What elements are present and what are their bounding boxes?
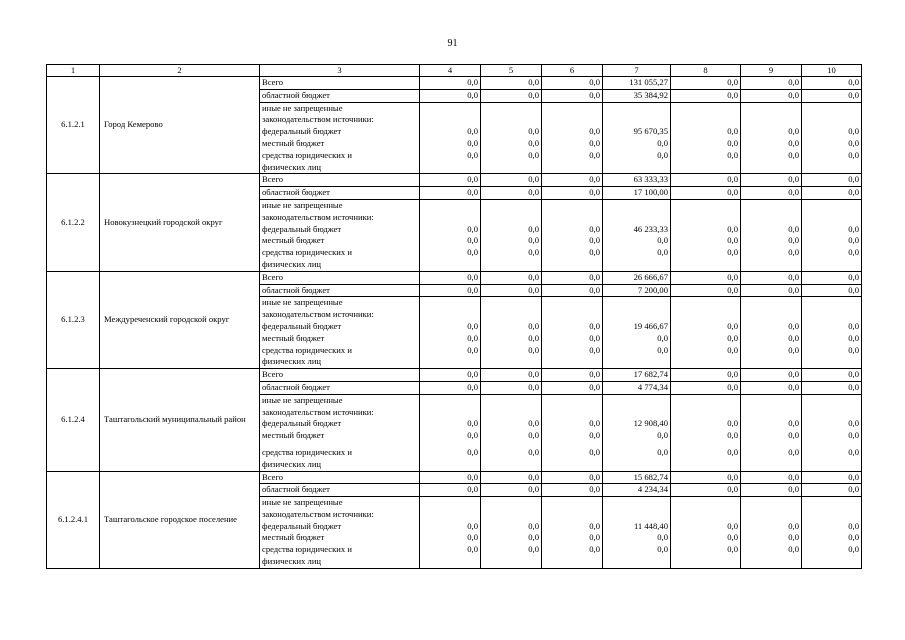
value-cell: 0,0 bbox=[589, 532, 600, 543]
value-cell: 0,0 bbox=[657, 235, 668, 246]
value-cell: 0,0 bbox=[528, 520, 539, 531]
value-cell: 0,0 bbox=[671, 471, 741, 484]
value-cell: 0,0 bbox=[542, 471, 603, 484]
value-cell: 0,0 bbox=[788, 446, 799, 457]
value-cell: 0,0 bbox=[741, 174, 802, 187]
value-cell: 0,0 bbox=[528, 430, 539, 441]
column-number: 4 bbox=[420, 65, 481, 77]
value-stack-cell bbox=[542, 297, 603, 369]
column-number: 6 bbox=[542, 65, 603, 77]
value-cell: 0,0 bbox=[741, 271, 802, 284]
source-label: законодательством источники: bbox=[262, 508, 374, 519]
source-label: иные не запрещенные bbox=[262, 199, 343, 210]
value-cell: 0,0 bbox=[727, 137, 738, 148]
value-cell: 0,0 bbox=[848, 149, 859, 160]
value-cell: 0,0 bbox=[467, 532, 478, 543]
value-cell: 0,0 bbox=[420, 471, 481, 484]
value-cell: 0,0 bbox=[741, 187, 802, 200]
source-label: Всего bbox=[260, 369, 420, 382]
value-cell: 0,0 bbox=[788, 137, 799, 148]
row-code: 6.1.2.3 bbox=[47, 271, 100, 368]
value-cell: 0,0 bbox=[848, 520, 859, 531]
value-cell: 0,0 bbox=[788, 126, 799, 137]
total-row bbox=[47, 77, 862, 90]
value-cell: 0,0 bbox=[542, 271, 603, 284]
row-code: 6.1.2.1 bbox=[47, 77, 100, 174]
value-cell: 0,0 bbox=[467, 149, 478, 160]
value-cell: 0,0 bbox=[802, 471, 862, 484]
source-label: Всего bbox=[260, 77, 420, 90]
value-cell: 0,0 bbox=[788, 149, 799, 160]
source-label: местный бюджет bbox=[262, 332, 325, 343]
source-label: федеральный бюджет bbox=[262, 418, 342, 429]
row-code: 6.1.2.4.1 bbox=[47, 471, 100, 568]
source-label: физических лиц bbox=[262, 556, 322, 567]
value-cell: 63 333,33 bbox=[603, 174, 671, 187]
value-cell: 0,0 bbox=[589, 430, 600, 441]
value-cell: 0,0 bbox=[848, 223, 859, 234]
value-cell: 0,0 bbox=[528, 544, 539, 555]
column-number-row bbox=[47, 65, 862, 77]
budget-table bbox=[46, 64, 862, 569]
value-cell: 0,0 bbox=[467, 344, 478, 355]
value-stack-cell bbox=[802, 497, 862, 569]
value-stack-cell bbox=[420, 199, 481, 271]
value-stack-cell bbox=[802, 102, 862, 174]
value-cell: 0,0 bbox=[467, 430, 478, 441]
value-cell: 0,0 bbox=[727, 544, 738, 555]
value-cell: 0,0 bbox=[788, 544, 799, 555]
value-stack-cell bbox=[802, 297, 862, 369]
row-code: 6.1.2.4 bbox=[47, 369, 100, 471]
value-stack-cell bbox=[542, 102, 603, 174]
value-cell: 0,0 bbox=[848, 332, 859, 343]
column-number: 2 bbox=[100, 65, 260, 77]
value-cell: 0,0 bbox=[802, 271, 862, 284]
value-cell: 0,0 bbox=[528, 247, 539, 258]
value-cell: 0,0 bbox=[727, 223, 738, 234]
value-cell: 0,0 bbox=[542, 484, 603, 497]
source-label: Всего bbox=[260, 471, 420, 484]
source-label: законодательством источники: bbox=[262, 406, 374, 417]
value-cell: 0,0 bbox=[589, 418, 600, 429]
column-number: 3 bbox=[260, 65, 420, 77]
source-label: областной бюджет bbox=[260, 381, 420, 394]
value-stack-cell bbox=[741, 297, 802, 369]
column-number: 5 bbox=[481, 65, 542, 77]
value-cell: 11 448,40 bbox=[633, 520, 668, 531]
value-cell: 0,0 bbox=[727, 247, 738, 258]
value-cell: 0,0 bbox=[657, 430, 668, 441]
column-number: 10 bbox=[802, 65, 862, 77]
value-cell: 0,0 bbox=[802, 284, 862, 297]
source-labels-cell bbox=[260, 199, 420, 271]
value-cell: 0,0 bbox=[671, 369, 741, 382]
value-stack-cell bbox=[542, 394, 603, 471]
value-cell: 0,0 bbox=[727, 430, 738, 441]
value-cell: 0,0 bbox=[788, 344, 799, 355]
value-cell: 0,0 bbox=[528, 235, 539, 246]
value-stack-cell bbox=[671, 199, 741, 271]
value-cell: 17 682,74 bbox=[603, 369, 671, 382]
source-label: физических лиц bbox=[262, 161, 322, 172]
value-cell: 0,0 bbox=[542, 284, 603, 297]
source-label: иные не запрещенные bbox=[262, 394, 343, 405]
source-label: местный бюджет bbox=[262, 532, 325, 543]
value-stack-cell bbox=[671, 394, 741, 471]
value-cell: 0,0 bbox=[542, 174, 603, 187]
value-cell: 0,0 bbox=[671, 381, 741, 394]
value-cell: 0,0 bbox=[420, 381, 481, 394]
value-cell: 0,0 bbox=[657, 446, 668, 457]
value-cell: 0,0 bbox=[802, 369, 862, 382]
column-number: 8 bbox=[671, 65, 741, 77]
value-cell: 46 233,33 bbox=[633, 223, 668, 234]
value-cell: 0,0 bbox=[467, 418, 478, 429]
value-cell: 0,0 bbox=[589, 247, 600, 258]
value-cell: 0,0 bbox=[481, 471, 542, 484]
value-cell: 0,0 bbox=[481, 77, 542, 90]
source-labels-cell bbox=[260, 102, 420, 174]
value-cell: 19 466,67 bbox=[633, 320, 668, 331]
source-label: законодательством источники: bbox=[262, 309, 374, 320]
value-cell: 0,0 bbox=[741, 77, 802, 90]
value-cell: 0,0 bbox=[788, 532, 799, 543]
value-cell: 0,0 bbox=[528, 446, 539, 457]
value-stack-cell bbox=[420, 394, 481, 471]
value-cell: 0,0 bbox=[727, 332, 738, 343]
value-cell: 0,0 bbox=[542, 77, 603, 90]
source-labels-cell bbox=[260, 497, 420, 569]
value-cell: 131 055,27 bbox=[603, 77, 671, 90]
value-cell: 17 100,00 bbox=[603, 187, 671, 200]
value-stack-cell bbox=[671, 297, 741, 369]
value-cell: 0,0 bbox=[671, 284, 741, 297]
value-stack-cell bbox=[603, 297, 671, 369]
value-cell: 0,0 bbox=[802, 187, 862, 200]
value-cell: 0,0 bbox=[788, 520, 799, 531]
value-cell: 15 682,74 bbox=[603, 471, 671, 484]
value-cell: 0,0 bbox=[467, 520, 478, 531]
value-cell: 0,0 bbox=[727, 126, 738, 137]
value-cell: 0,0 bbox=[848, 126, 859, 137]
source-label: федеральный бюджет bbox=[262, 320, 342, 331]
value-cell: 0,0 bbox=[589, 446, 600, 457]
value-cell: 0,0 bbox=[481, 271, 542, 284]
value-stack-cell bbox=[741, 199, 802, 271]
row-code: 6.1.2.2 bbox=[47, 174, 100, 271]
value-stack-cell bbox=[741, 497, 802, 569]
source-label: местный бюджет bbox=[262, 235, 325, 246]
value-cell: 0,0 bbox=[848, 235, 859, 246]
page-number: 91 bbox=[447, 38, 458, 49]
value-cell: 0,0 bbox=[848, 532, 859, 543]
value-stack-cell bbox=[420, 102, 481, 174]
value-cell: 0,0 bbox=[657, 247, 668, 258]
value-cell: 0,0 bbox=[727, 344, 738, 355]
value-cell: 0,0 bbox=[657, 544, 668, 555]
source-labels-cell bbox=[260, 394, 420, 471]
source-label: средства юридических и bbox=[262, 344, 352, 355]
value-stack-cell bbox=[671, 102, 741, 174]
value-cell: 0,0 bbox=[528, 418, 539, 429]
value-cell: 0,0 bbox=[671, 271, 741, 284]
value-cell: 0,0 bbox=[467, 223, 478, 234]
source-label: местный бюджет bbox=[262, 430, 325, 441]
value-cell: 0,0 bbox=[741, 369, 802, 382]
value-cell: 0,0 bbox=[848, 137, 859, 148]
value-cell: 0,0 bbox=[589, 344, 600, 355]
value-cell: 0,0 bbox=[727, 235, 738, 246]
value-cell: 0,0 bbox=[802, 89, 862, 102]
source-label: областной бюджет bbox=[260, 187, 420, 200]
value-cell: 0,0 bbox=[657, 137, 668, 148]
value-stack-cell bbox=[802, 394, 862, 471]
value-cell: 0,0 bbox=[848, 544, 859, 555]
source-label: областной бюджет bbox=[260, 484, 420, 497]
value-cell: 0,0 bbox=[589, 149, 600, 160]
source-label: Всего bbox=[260, 174, 420, 187]
value-cell: 0,0 bbox=[788, 223, 799, 234]
value-cell: 0,0 bbox=[420, 174, 481, 187]
source-label: иные не запрещенные bbox=[262, 497, 343, 508]
total-row bbox=[47, 271, 862, 284]
source-label: средства юридических и bbox=[262, 247, 352, 258]
value-cell: 0,0 bbox=[481, 284, 542, 297]
value-stack-cell bbox=[671, 497, 741, 569]
source-label: федеральный бюджет bbox=[262, 126, 342, 137]
value-cell: 0,0 bbox=[542, 89, 603, 102]
value-cell: 0,0 bbox=[848, 430, 859, 441]
value-cell: 0,0 bbox=[589, 126, 600, 137]
source-label: средства юридических и bbox=[262, 544, 352, 555]
value-cell: 0,0 bbox=[657, 344, 668, 355]
value-cell: 0,0 bbox=[848, 320, 859, 331]
source-label: законодательством источники: bbox=[262, 211, 374, 222]
value-stack-cell bbox=[481, 199, 542, 271]
value-cell: 0,0 bbox=[848, 418, 859, 429]
municipality-name: Междуреченский городской округ bbox=[100, 271, 260, 368]
value-cell: 0,0 bbox=[788, 320, 799, 331]
value-cell: 0,0 bbox=[481, 187, 542, 200]
value-cell: 0,0 bbox=[589, 520, 600, 531]
value-cell: 0,0 bbox=[727, 520, 738, 531]
value-cell: 0,0 bbox=[589, 223, 600, 234]
value-stack-cell bbox=[481, 497, 542, 569]
value-cell: 0,0 bbox=[528, 332, 539, 343]
value-cell: 95 670,35 bbox=[633, 126, 668, 137]
value-stack-cell bbox=[542, 199, 603, 271]
value-stack-cell bbox=[741, 102, 802, 174]
value-cell: 0,0 bbox=[671, 187, 741, 200]
value-cell: 0,0 bbox=[481, 174, 542, 187]
value-stack-cell bbox=[603, 199, 671, 271]
value-cell: 0,0 bbox=[542, 369, 603, 382]
value-cell: 0,0 bbox=[848, 344, 859, 355]
value-cell: 12 908,40 bbox=[633, 418, 668, 429]
value-cell: 0,0 bbox=[741, 471, 802, 484]
value-cell: 0,0 bbox=[528, 320, 539, 331]
value-stack-cell bbox=[603, 497, 671, 569]
total-row bbox=[47, 471, 862, 484]
value-cell: 0,0 bbox=[481, 381, 542, 394]
value-stack-cell bbox=[481, 297, 542, 369]
value-cell: 0,0 bbox=[542, 381, 603, 394]
value-cell: 0,0 bbox=[741, 89, 802, 102]
source-label: федеральный бюджет bbox=[262, 223, 342, 234]
value-cell: 0,0 bbox=[467, 235, 478, 246]
value-cell: 0,0 bbox=[420, 484, 481, 497]
source-label: областной бюджет bbox=[260, 284, 420, 297]
value-stack-cell bbox=[481, 394, 542, 471]
value-cell: 0,0 bbox=[467, 544, 478, 555]
value-cell: 0,0 bbox=[420, 284, 481, 297]
value-cell: 0,0 bbox=[528, 532, 539, 543]
value-cell: 0,0 bbox=[788, 418, 799, 429]
municipality-name: Таштагольское городское поселение bbox=[100, 471, 260, 568]
value-cell: 0,0 bbox=[657, 332, 668, 343]
value-cell: 0,0 bbox=[727, 320, 738, 331]
value-cell: 0,0 bbox=[589, 320, 600, 331]
value-cell: 0,0 bbox=[467, 446, 478, 457]
source-label: иные не запрещенные bbox=[262, 297, 343, 308]
source-label: местный бюджет bbox=[262, 137, 325, 148]
value-cell: 0,0 bbox=[420, 369, 481, 382]
value-cell: 0,0 bbox=[467, 332, 478, 343]
value-cell: 0,0 bbox=[671, 174, 741, 187]
value-cell: 0,0 bbox=[528, 344, 539, 355]
value-stack-cell bbox=[802, 199, 862, 271]
value-cell: 0,0 bbox=[589, 332, 600, 343]
value-cell: 0,0 bbox=[788, 332, 799, 343]
value-cell: 0,0 bbox=[741, 381, 802, 394]
total-row bbox=[47, 174, 862, 187]
value-cell: 0,0 bbox=[420, 271, 481, 284]
value-cell: 4 234,34 bbox=[603, 484, 671, 497]
value-cell: 0,0 bbox=[741, 484, 802, 497]
value-cell: 0,0 bbox=[589, 544, 600, 555]
source-label: иные не запрещенные bbox=[262, 102, 343, 113]
value-cell: 0,0 bbox=[788, 247, 799, 258]
value-cell: 0,0 bbox=[802, 174, 862, 187]
source-label: физических лиц bbox=[262, 258, 322, 269]
value-cell: 0,0 bbox=[671, 484, 741, 497]
value-cell: 7 200,00 bbox=[603, 284, 671, 297]
value-cell: 0,0 bbox=[657, 532, 668, 543]
value-cell: 0,0 bbox=[671, 77, 741, 90]
value-cell: 0,0 bbox=[528, 126, 539, 137]
value-cell: 0,0 bbox=[420, 77, 481, 90]
source-label: законодательством источники: bbox=[262, 114, 374, 125]
value-cell: 0,0 bbox=[802, 77, 862, 90]
value-stack-cell bbox=[603, 394, 671, 471]
value-cell: 0,0 bbox=[727, 446, 738, 457]
source-label: федеральный бюджет bbox=[262, 520, 342, 531]
value-cell: 0,0 bbox=[542, 187, 603, 200]
source-label: физических лиц bbox=[262, 458, 322, 469]
value-cell: 0,0 bbox=[788, 430, 799, 441]
source-label: средства юридических и bbox=[262, 446, 352, 457]
source-label: физических лиц bbox=[262, 356, 322, 367]
value-cell: 0,0 bbox=[481, 484, 542, 497]
value-cell: 0,0 bbox=[788, 235, 799, 246]
municipality-name: Таштагольский муниципальный район bbox=[100, 369, 260, 471]
value-cell: 0,0 bbox=[802, 381, 862, 394]
value-cell: 0,0 bbox=[481, 369, 542, 382]
value-cell: 0,0 bbox=[467, 320, 478, 331]
value-stack-cell bbox=[481, 102, 542, 174]
value-cell: 0,0 bbox=[528, 149, 539, 160]
value-cell: 0,0 bbox=[528, 137, 539, 148]
column-number: 7 bbox=[603, 65, 671, 77]
municipality-name: Город Кемерово bbox=[100, 77, 260, 174]
source-label: Всего bbox=[260, 271, 420, 284]
value-cell: 0,0 bbox=[467, 126, 478, 137]
value-cell: 0,0 bbox=[727, 149, 738, 160]
value-cell: 0,0 bbox=[727, 532, 738, 543]
source-label: средства юридических и bbox=[262, 149, 352, 160]
value-cell: 0,0 bbox=[528, 223, 539, 234]
value-cell: 0,0 bbox=[467, 137, 478, 148]
total-row bbox=[47, 369, 862, 382]
value-stack-cell bbox=[542, 497, 603, 569]
value-cell: 35 384,92 bbox=[603, 89, 671, 102]
source-label: областной бюджет bbox=[260, 89, 420, 102]
value-cell: 0,0 bbox=[802, 484, 862, 497]
value-cell: 0,0 bbox=[467, 247, 478, 258]
source-labels-cell bbox=[260, 297, 420, 369]
value-cell: 0,0 bbox=[481, 89, 542, 102]
column-number: 9 bbox=[741, 65, 802, 77]
value-cell: 0,0 bbox=[848, 247, 859, 258]
value-cell: 0,0 bbox=[727, 418, 738, 429]
value-cell: 0,0 bbox=[671, 89, 741, 102]
column-number: 1 bbox=[47, 65, 100, 77]
value-stack-cell bbox=[741, 394, 802, 471]
municipality-name: Новокузнецкий городской округ bbox=[100, 174, 260, 271]
value-cell: 0,0 bbox=[420, 89, 481, 102]
value-cell: 0,0 bbox=[741, 284, 802, 297]
value-cell: 26 666,67 bbox=[603, 271, 671, 284]
value-stack-cell bbox=[420, 497, 481, 569]
value-cell: 0,0 bbox=[420, 187, 481, 200]
value-cell: 0,0 bbox=[589, 137, 600, 148]
value-stack-cell bbox=[420, 297, 481, 369]
value-cell: 0,0 bbox=[848, 446, 859, 457]
value-cell: 0,0 bbox=[657, 149, 668, 160]
value-cell: 4 774,34 bbox=[603, 381, 671, 394]
value-cell: 0,0 bbox=[589, 235, 600, 246]
value-stack-cell bbox=[603, 102, 671, 174]
